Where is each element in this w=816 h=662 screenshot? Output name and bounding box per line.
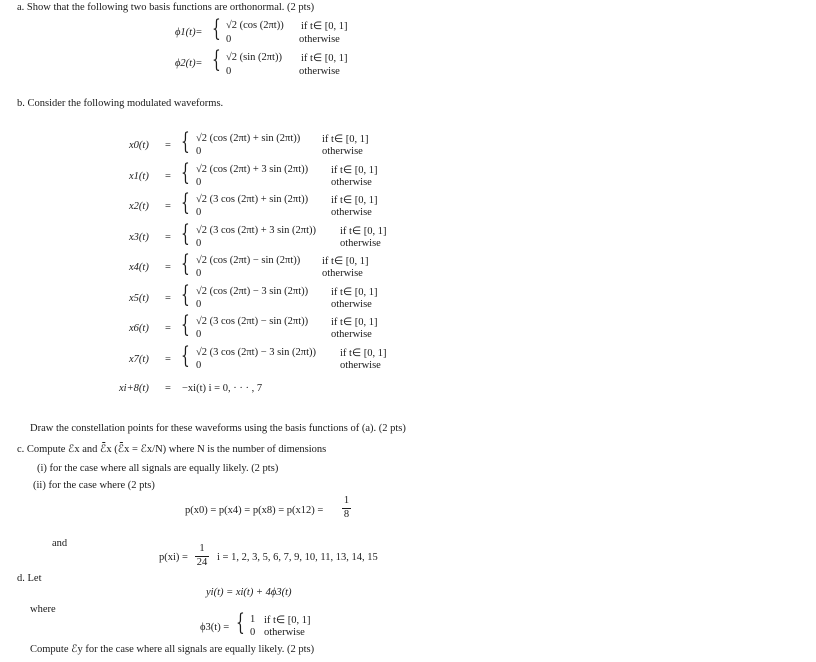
waveform-other: otherwise (331, 177, 372, 188)
waveform-zero: 0 (196, 238, 202, 249)
part-c-label: c. Compute ℰx and ℰ̄x (ℰ̄x = ℰx/N) where N is the number of dimensions (17, 444, 327, 455)
waveform-other: otherwise (340, 360, 381, 371)
phi2-cond: if t∈ [0, 1] (301, 53, 348, 64)
phi1-eq: = (196, 27, 202, 38)
part-a-label: a. Show that the following two basis functions are orthonormal. (2 pts) (17, 2, 315, 13)
phi2-eq: = (196, 58, 202, 69)
waveform-expr: √2 (cos (2πt) + sin (2πt)) (196, 133, 301, 144)
phi2-other: otherwise (299, 66, 340, 77)
waveform-other: otherwise (322, 146, 363, 157)
waveform-other: otherwise (340, 238, 381, 249)
part-d-label: d. Let (17, 573, 42, 584)
frac1-num: 1 (343, 495, 350, 506)
waveform-other: otherwise (322, 268, 363, 279)
waveform-zero: 0 (196, 299, 202, 310)
waveform-eq: = (165, 293, 171, 304)
and-text: and (52, 538, 68, 549)
phi3-other: otherwise (264, 627, 305, 638)
waveform-cond: if t∈ [0, 1] (331, 317, 378, 328)
phi2-zero: 0 (226, 66, 232, 77)
waveform-cond: if t∈ [0, 1] (331, 195, 378, 206)
waveform-zero: 0 (196, 146, 202, 157)
waveform-brace: { (181, 190, 190, 216)
waveform-expr: √2 (cos (2πt) + 3 sin (2πt)) (196, 164, 309, 175)
phi1-zero: 0 (226, 34, 232, 45)
waveform-zero: 0 (196, 360, 202, 371)
xi8-eq: = (165, 383, 171, 394)
xi8-lhs: xi+8(t) (119, 383, 149, 394)
prob-equation: p(x0) = p(x4) = p(x8) = p(x12) = (185, 505, 324, 516)
phi2-brace: { (212, 47, 221, 73)
phi2-lhs: ϕ2(t) (175, 58, 196, 69)
waveform-expr: √2 (cos (2πt) − sin (2πt)) (196, 255, 301, 266)
waveform-lhs: x0(t) (129, 140, 149, 151)
part-c-i: (i) for the case where all signals are equally likely. (2 pts) (37, 463, 279, 474)
phi1-lhs: ϕ1(t) (175, 27, 196, 38)
draw-constellation-text: Draw the constellation points for these waveforms using the basis functions of (a). (2 pts) (30, 423, 406, 434)
waveform-brace: { (181, 343, 190, 369)
waveform-lhs: x7(t) (129, 354, 149, 365)
frac2-num: 1 (199, 543, 205, 554)
phi1-cond: if t∈ [0, 1] (301, 21, 348, 32)
part-b-label: b. Consider the following modulated waveforms. (17, 98, 224, 109)
waveform-expr: √2 (cos (2πt) − 3 sin (2πt)) (196, 286, 309, 297)
waveform-lhs: x6(t) (129, 323, 149, 334)
prob2-rhs: i = 1, 2, 3, 5, 6, 7, 9, 10, 11, 13, 14, 15 (217, 552, 378, 563)
waveform-zero: 0 (196, 207, 202, 218)
waveform-other: otherwise (331, 207, 372, 218)
waveform-zero: 0 (196, 177, 202, 188)
waveform-brace: { (181, 282, 190, 308)
frac1-den: 8 (343, 508, 350, 520)
phi3-lhs: ϕ3(t) = (200, 622, 230, 633)
y-equation: yi(t) = xi(t) + 4ϕ3(t) (206, 587, 292, 598)
waveform-brace: { (181, 312, 190, 338)
waveform-eq: = (165, 171, 171, 182)
waveform-eq: = (165, 323, 171, 334)
waveform-cond: if t∈ [0, 1] (322, 134, 369, 145)
phi3-cond: if t∈ [0, 1] (264, 615, 311, 626)
waveform-eq: = (165, 354, 171, 365)
waveform-expr: √2 (3 cos (2πt) − sin (2πt)) (196, 316, 309, 327)
waveform-cond: if t∈ [0, 1] (340, 226, 387, 237)
waveform-cond: if t∈ [0, 1] (322, 256, 369, 267)
waveform-lhs: x1(t) (129, 171, 149, 182)
waveform-expr: √2 (3 cos (2πt) + sin (2πt)) (196, 194, 309, 205)
phi3-zero: 0 (250, 627, 256, 638)
phi1-expr: √2 (cos (2πt)) (226, 20, 284, 31)
waveform-cond: if t∈ [0, 1] (340, 348, 387, 359)
phi3-one: 1 (250, 614, 256, 625)
waveform-eq: = (165, 201, 171, 212)
frac-one-24th (195, 544, 209, 568)
waveform-zero: 0 (196, 268, 202, 279)
waveform-eq: = (165, 262, 171, 273)
phi3-brace: { (236, 610, 245, 636)
waveform-lhs: x2(t) (129, 201, 149, 212)
waveform-brace: { (181, 129, 190, 155)
waveform-lhs: x4(t) (129, 262, 149, 273)
waveform-lhs: x5(t) (129, 293, 149, 304)
waveform-cond: if t∈ [0, 1] (331, 287, 378, 298)
waveform-expr: √2 (3 cos (2πt) − 3 sin (2πt)) (196, 347, 316, 358)
part-c-ii: (ii) for the case where (2 pts) (33, 480, 155, 491)
waveform-eq: = (165, 232, 171, 243)
waveform-expr: √2 (3 cos (2πt) + 3 sin (2πt)) (196, 225, 316, 236)
xi8-expr: −xi(t) i = 0, · · · , 7 (182, 383, 263, 394)
waveform-lhs: x3(t) (129, 232, 149, 243)
prob2-lhs: p(xi) = (159, 552, 188, 563)
waveform-other: otherwise (331, 299, 372, 310)
where-text: where (30, 604, 56, 615)
waveform-eq: = (165, 140, 171, 151)
phi1-other: otherwise (299, 34, 340, 45)
waveform-brace: { (181, 221, 190, 247)
waveform-brace: { (181, 160, 190, 186)
compute-ey-text: Compute ℰy for the case where all signals are equally likely. (2 pts) (30, 644, 315, 655)
waveform-other: otherwise (331, 329, 372, 340)
waveform-brace: { (181, 251, 190, 277)
phi2-expr: √2 (sin (2πt)) (226, 52, 282, 63)
phi1-brace: { (212, 16, 221, 42)
waveform-zero: 0 (196, 329, 202, 340)
frac2-den: 24 (196, 556, 208, 568)
frac-one-eighth (342, 496, 351, 520)
waveform-cond: if t∈ [0, 1] (331, 165, 378, 176)
